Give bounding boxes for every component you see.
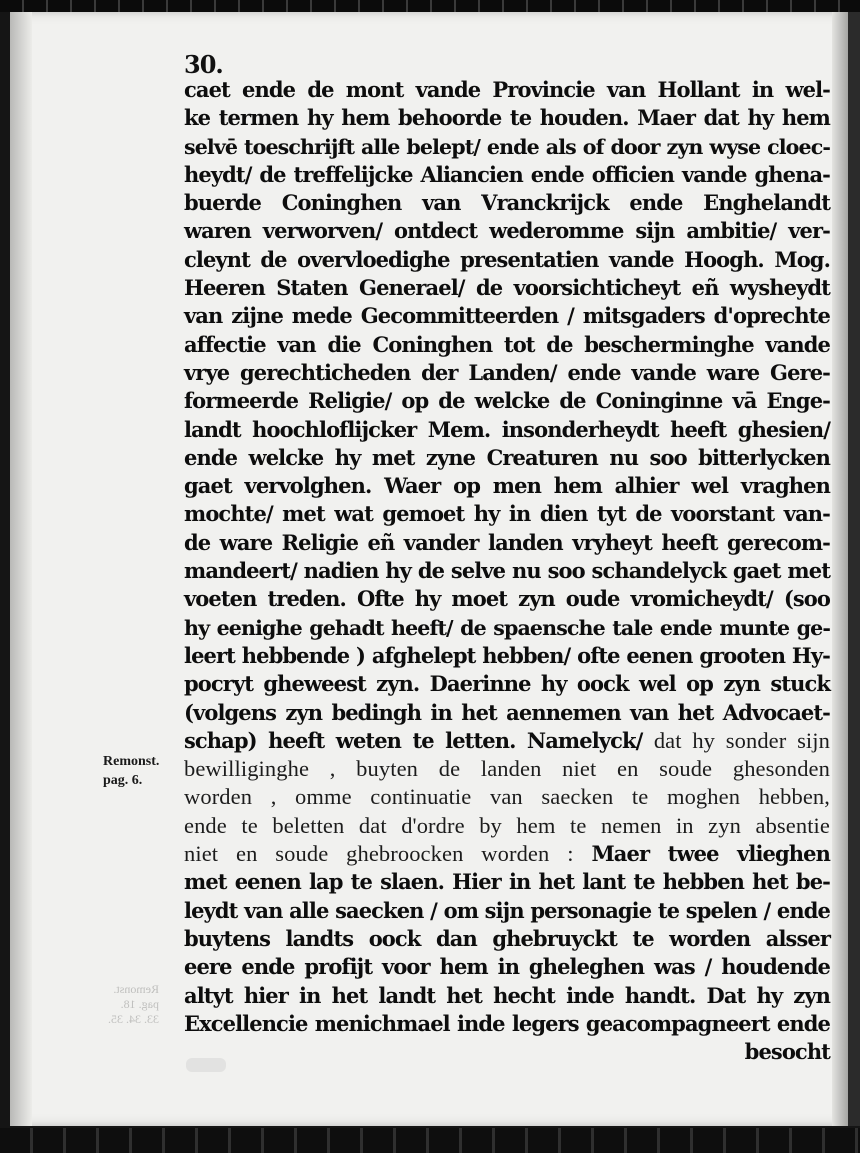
blackletter-text: landt hoochloflijcker Mem. insonderheydt heeft ghesien/ [184,416,830,442]
marginal-reference-line: pag. 6. [103,773,143,788]
text-line [184,274,830,302]
text-line [184,614,830,642]
text-line [184,529,830,557]
blackletter-text: cleynt de overvloedighe presentatien vande Hoogh. Mog. [184,246,830,272]
blackletter-text: caet ende de mont vande Provincie van Hollant in wel- [184,77,830,102]
blackletter-text: Excellencie menichmael inde legers geacompagneert ende [184,1010,830,1036]
blackletter-text: Maer twee vlieghen [591,841,830,867]
text-line [184,302,830,330]
text-line [184,1038,830,1066]
text-line [184,953,830,981]
show-through-marginal-note [108,982,159,1027]
roman-text: ende te beletten dat d'ordre by hem te nemen in zyn absentie [184,812,830,838]
text-line [184,331,830,359]
blackletter-text: met eenen lap te slaen. Hier in het lant te hebben het be- [184,869,830,895]
text-line [184,444,830,472]
text-line [184,925,830,953]
blackletter-text: besocht [744,1039,830,1065]
blackletter-text: mochte/ met wat gemoet hy in dien tyt de voorstant van- [184,501,830,527]
text-line [184,670,830,698]
roman-text: dat hy sonder sijn [653,727,830,753]
text-line [184,557,830,585]
blackletter-text: affectie van die Coninghen tot de bescherminghe vande [184,331,830,357]
text-line [184,982,830,1010]
blackletter-text: vrye gerechticheden der Landen/ ende vande ware Gere- [184,359,830,385]
blackletter-text: van zijne mede Gecommitteerden / mitsgaders d'oprechte [184,303,830,329]
text-line [184,783,830,811]
blackletter-text: voeten treden. Ofte hy moet zyn oude vromicheydt/ (soo [184,586,830,612]
blackletter-text: selvē toeschrijft alle belept/ ende als of door zyn wyse cloec- [184,134,830,159]
text-line [184,585,830,613]
text-line [184,76,830,104]
blackletter-text: mandeert/ nadien hy de selve nu soo schandelyck gaet met [184,558,830,584]
roman-text: bewilliginghe , buyten de landen niet en soude ghesonden [184,756,830,782]
blackletter-text: eere ende profijt voor hem in gheleghen was / houdende [184,954,830,980]
blackletter-text: Heeren Staten Generael/ de voorsichticheyt eñ wysheydt [184,275,830,301]
text-line [184,642,830,670]
blackletter-text: altyt hier in het landt het hecht inde handt. Dat hy zyn [184,982,830,1008]
text-line [184,387,830,415]
show-through-line: pag. 18. [120,997,159,1011]
text-line [184,359,830,387]
text-line [184,699,830,727]
text-line [184,161,830,189]
blackletter-text: hy eenighe gehadt heeft/ de spaensche tale ende munte ge- [184,615,830,640]
text-line [184,104,830,132]
text-line [184,500,830,528]
blackletter-text: de ware Religie eñ vander landen vryheyt heeft gerecom- [184,529,830,555]
blackletter-text: waren verworven/ ontdect wederomme sijn ambitie/ ver- [184,218,830,244]
text-line [184,133,830,161]
blackletter-text: schap) heeft weten te letten. Namelyck/ [184,727,654,753]
scan-ruler-bottom [0,1128,860,1153]
text-line [184,840,830,868]
blackletter-text: ke termen hy hem behoorde te houden. Maer dat hy hem [184,105,830,131]
text-line [184,812,830,840]
blackletter-text: leydt van alle saecken / om sijn personagie te spelen / ende [184,897,830,923]
text-line [184,727,830,755]
marginal-reference-line: Remonst. [103,754,160,769]
roman-text: worden , omme continuatie van saecken te moghen hebben, [184,784,830,810]
text-line [184,1010,830,1038]
blackletter-text: gaet vervolghen. Waer op men hem alhier wel vraghen [184,473,830,499]
blackletter-text: ende welcke hy met zyne Creaturen nu soo bitterlycken [184,444,830,470]
text-line [184,897,830,925]
text-line [184,755,830,783]
marginal-reference [103,752,159,790]
scan-ruler-top [0,0,860,12]
text-line [184,217,830,245]
blackletter-text: formeerde Religie/ op de welcke de Coninginne vā Enge- [184,388,830,414]
text-line [184,189,830,217]
text-line [184,246,830,274]
roman-text: niet en soude ghebroocken worden : [184,841,592,867]
blackletter-text: buerde Coninghen van Vranckrijck ende Enghelandt [184,190,830,216]
blackletter-text: buytens landts oock dan ghebruyckt te worden alsser [184,925,830,951]
show-through-line: 33. 34. 35. [108,1012,159,1026]
page-gutter-shadow [10,12,32,1126]
page-number: 30. [184,50,223,79]
body-text [184,76,830,1066]
show-through-line: Remonst. [113,982,159,996]
blackletter-text: heydt/ de treffelijcke Aliancien ende officien vande ghena- [184,161,830,187]
blackletter-text: (volgens zyn bedingh in het aennemen van het Advocaet- [184,699,830,725]
blackletter-text: leert hebbende ) afghelept hebben/ ofte eenen grooten Hy- [184,642,830,668]
scan-right-border [848,12,860,1126]
text-line [184,868,830,896]
text-line [184,472,830,500]
text-line [184,416,830,444]
blackletter-text: pocryt gheweest zyn. Daerinne hy oock wel op zyn stuck [184,671,830,697]
